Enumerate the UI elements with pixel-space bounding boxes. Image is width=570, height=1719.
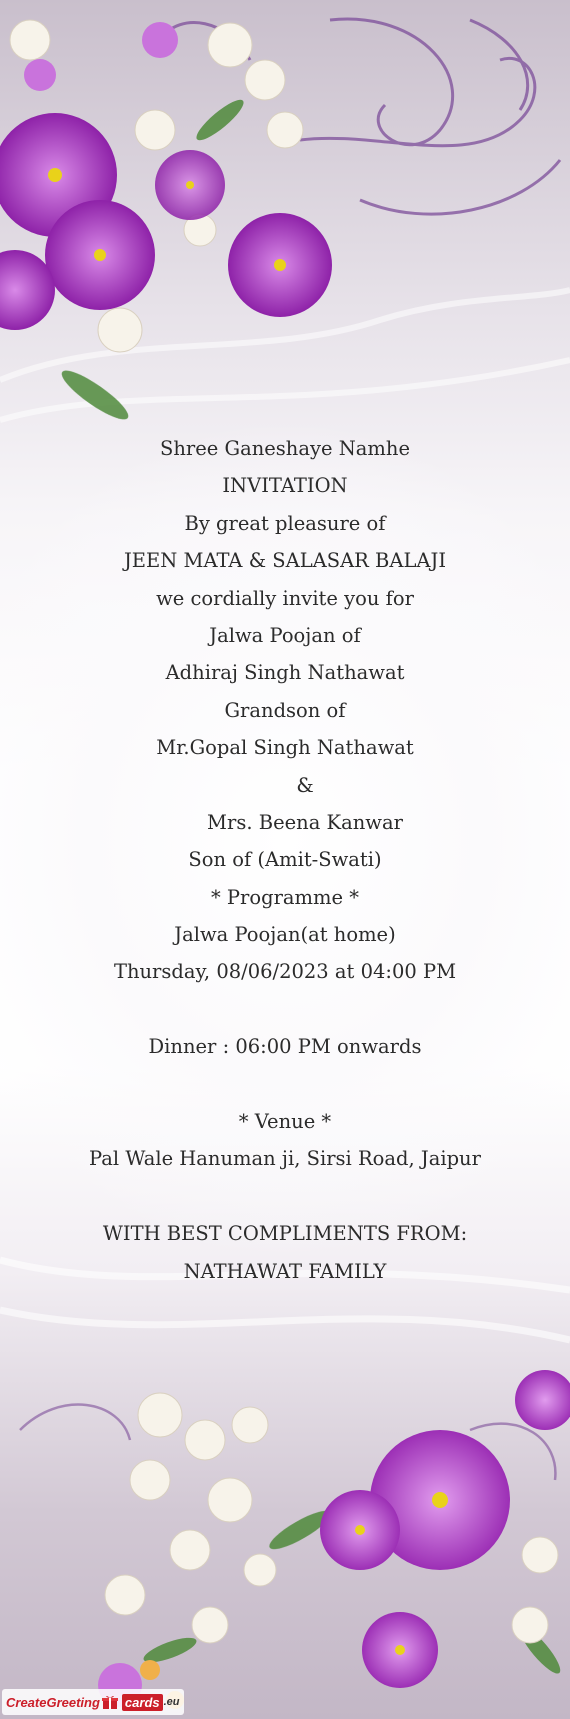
logo-text-domain: .eu: [163, 1696, 180, 1708]
invitation-text: [0, 430, 570, 1290]
programme-datetime: Thursday, 08/06/2023 at 04:00 PM: [113, 960, 457, 984]
programme-event: Jalwa Poojan(at home): [174, 923, 396, 947]
greeting-line: Shree Ganeshaye Namhe: [159, 437, 411, 460]
dinner-line: Dinner : 06:00 PM onwards: [148, 1035, 422, 1059]
createGreetingCards-logo[interactable]: [2, 1689, 184, 1715]
family-name: NATHAWAT FAMILY: [183, 1259, 387, 1283]
logo-text-create: CreateGreeting: [6, 1694, 100, 1710]
spacer: [0, 991, 570, 1028]
ampersand: &: [296, 773, 314, 797]
logo-text-cards: cards: [122, 1694, 163, 1711]
child-name: Adhiraj Singh Nathawat: [165, 661, 405, 685]
spacer: [0, 1178, 570, 1215]
white-and-purple-flowers-icon: [0, 1230, 570, 1719]
event-line: Jalwa Poojan of: [209, 623, 361, 647]
relation-line: Grandson of: [224, 698, 346, 722]
invite-line: we cordially invite you for: [156, 586, 414, 610]
grandfather-name: Mr.Gopal Singh Nathawat: [156, 736, 414, 760]
invitation-heading: INVITATION: [222, 474, 348, 498]
grandmother-name: Mrs. Beena Kanwar: [207, 810, 403, 834]
pleasure-line: By great pleasure of: [184, 511, 386, 535]
compliments-line: WITH BEST COMPLIMENTS FROM:: [102, 1222, 468, 1246]
deity-line: JEEN MATA & SALASAR BALAJI: [123, 549, 447, 573]
venue-address: Pal Wale Hanuman ji, Sirsi Road, Jaipur: [89, 1147, 481, 1171]
spacer: [0, 1066, 570, 1103]
purple-violet-flowers-icon: [0, 0, 570, 470]
parents-line: Son of (Amit-Swati): [188, 848, 382, 872]
venue-heading: * Venue *: [238, 1110, 332, 1134]
programme-heading: * Programme *: [210, 885, 360, 909]
gift-icon: [102, 1694, 118, 1710]
